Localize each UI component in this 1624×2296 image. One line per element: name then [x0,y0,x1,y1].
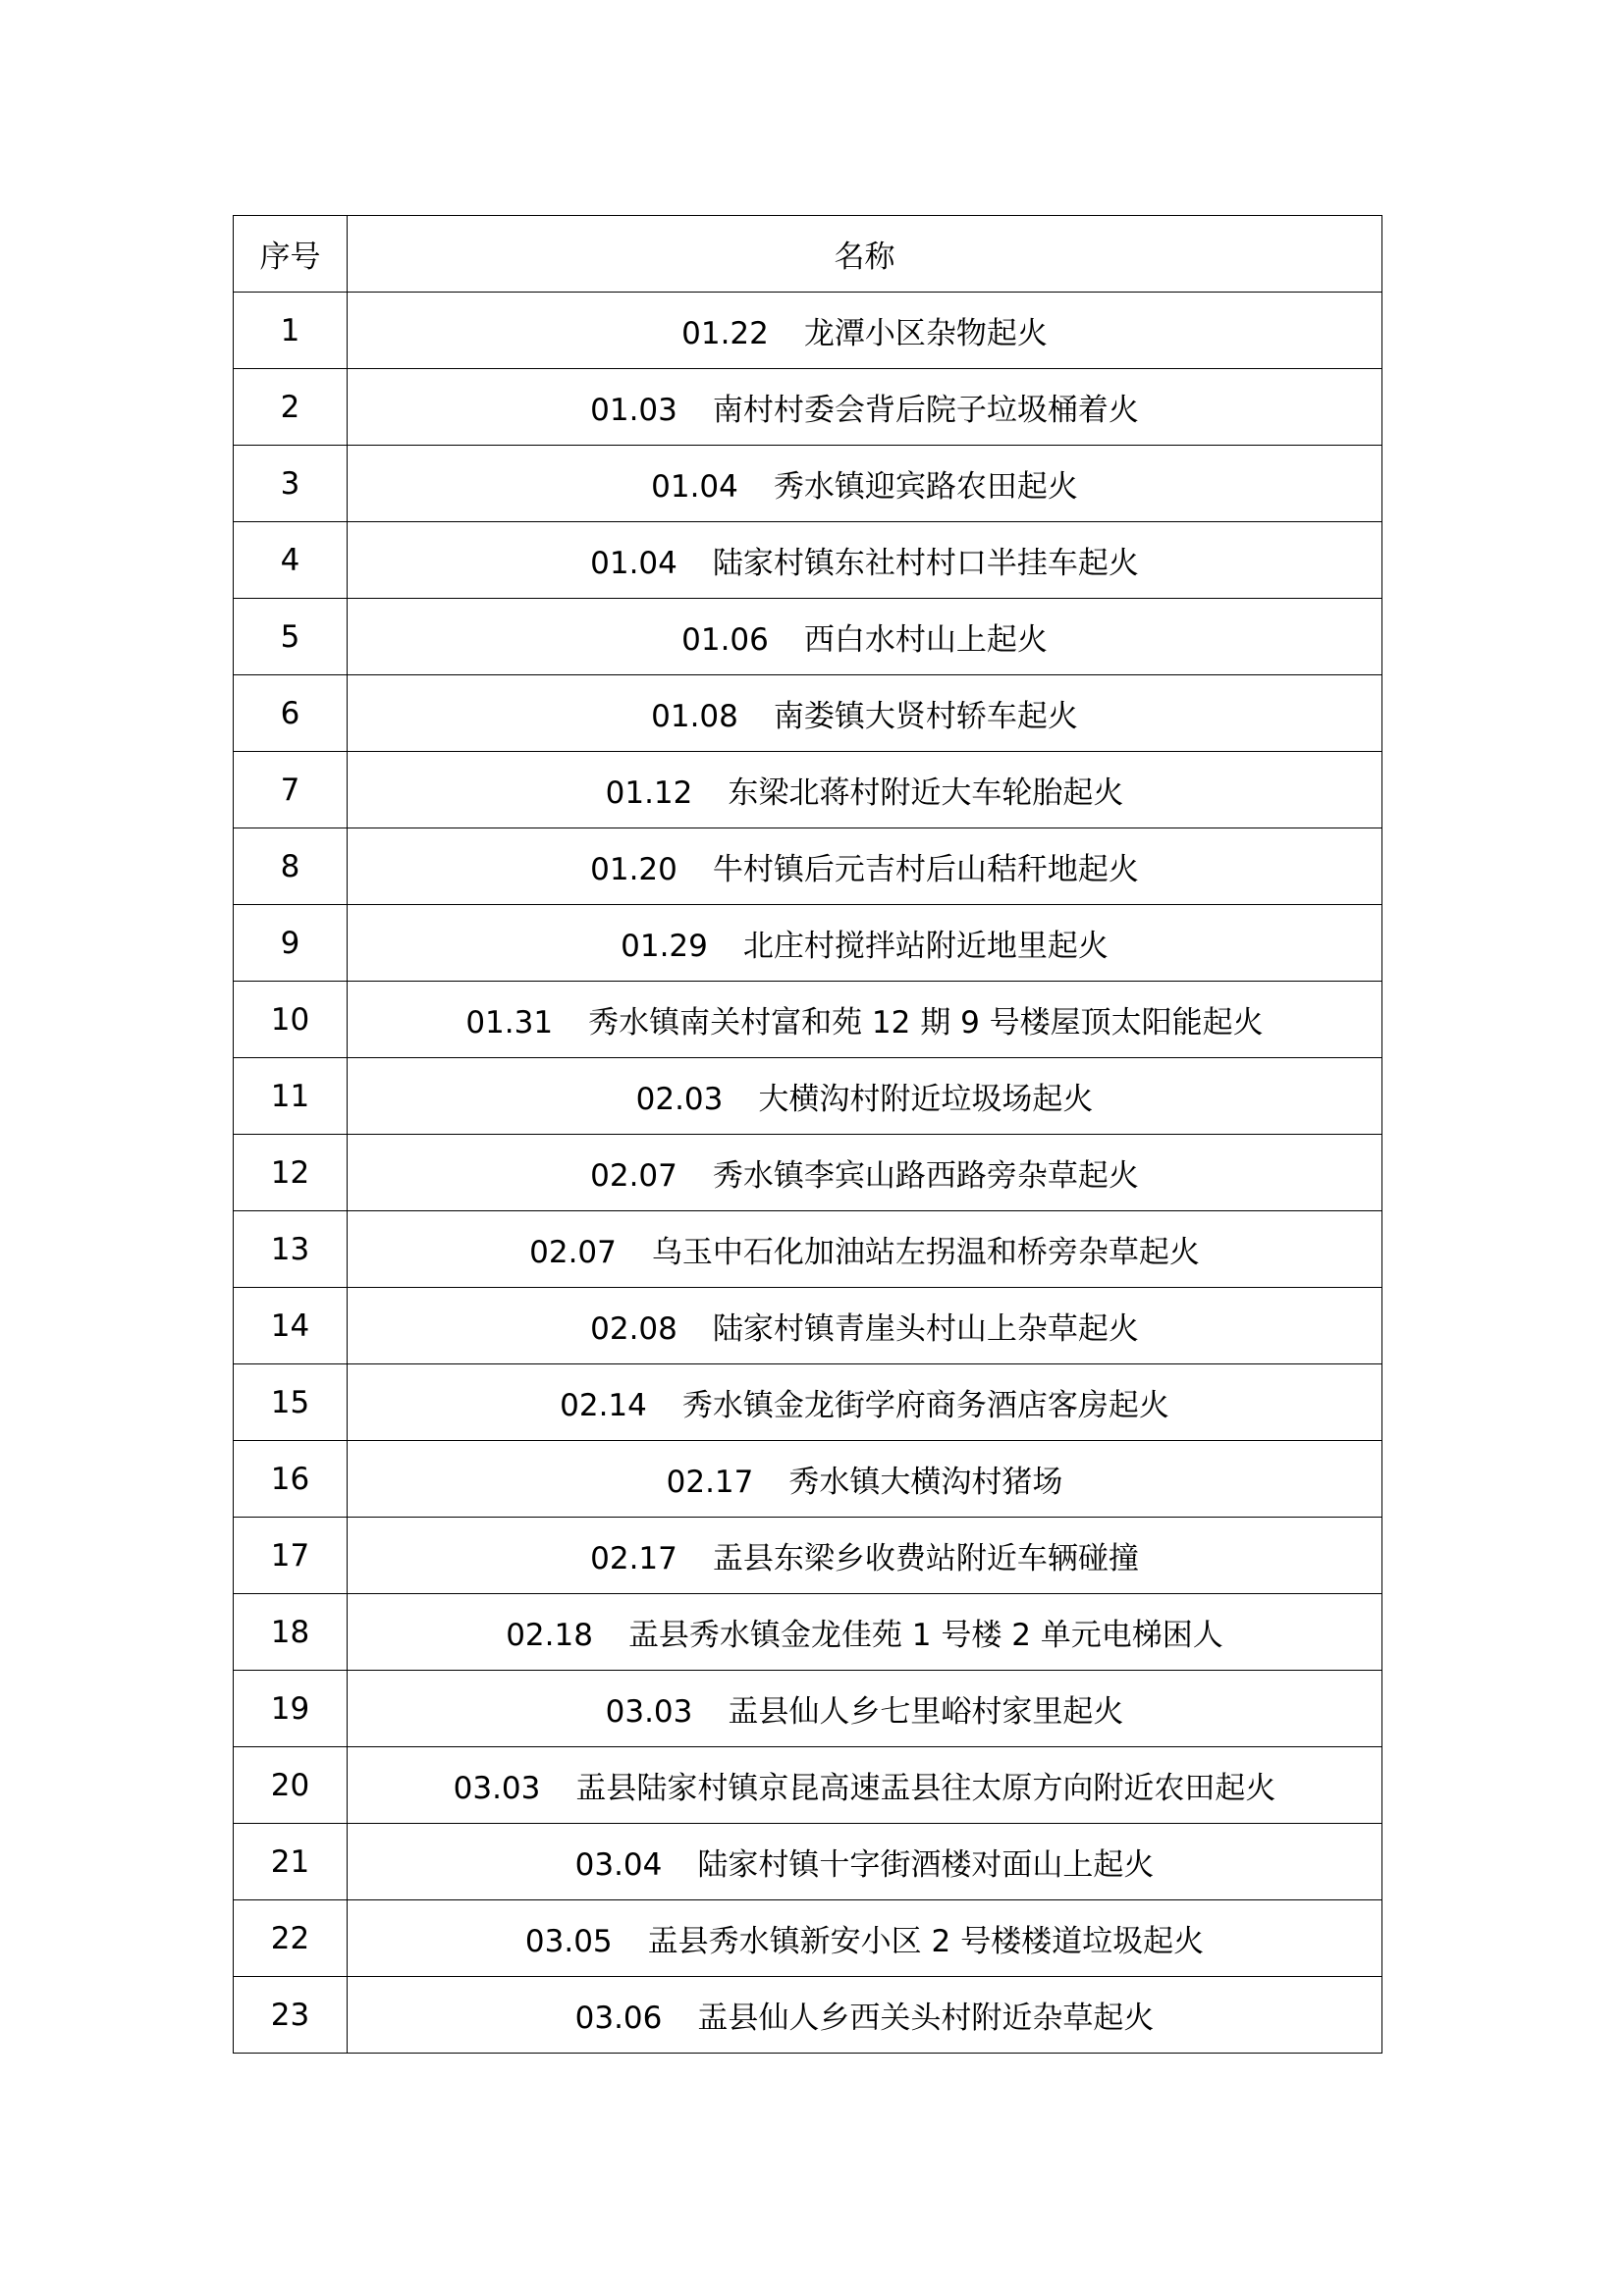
table-row [234,1364,1382,1441]
row-name [348,982,1382,1058]
table-row [234,1518,1382,1594]
row-name [348,1441,1382,1518]
row-date: 02.17 [590,1541,677,1576]
row-name [348,522,1382,599]
row-date: 03.06 [574,2001,663,2036]
table-row [234,1211,1382,1288]
row-name [348,828,1382,905]
row-seq: 10 [234,982,348,1058]
row-name [348,369,1382,446]
table-row [234,1594,1382,1671]
row-description: 秀水镇大横沟村猪场 [788,1465,1063,1500]
row-seq: 9 [234,905,348,982]
row-date: 01.04 [651,469,738,505]
row-name [348,905,1382,982]
row-seq: 15 [234,1364,348,1441]
row-description: 盂县秀水镇新安小区 2 号楼楼道垃圾起火 [647,1924,1205,1959]
row-date: 02.18 [506,1618,593,1653]
row-seq: 18 [234,1594,348,1671]
table-row [234,369,1382,446]
row-seq: 21 [234,1824,348,1900]
row-name [348,1977,1382,2054]
row-seq: 17 [234,1518,348,1594]
row-description: 龙潭小区杂物起火 [803,316,1048,351]
table-row [234,1824,1382,1900]
row-seq: 20 [234,1747,348,1824]
row-date: 01.04 [590,546,677,581]
row-description: 陆家村镇东社村村口半挂车起火 [712,546,1139,581]
row-name [348,599,1382,675]
row-name [348,1747,1382,1824]
table-row [234,752,1382,828]
row-seq: 12 [234,1135,348,1211]
row-description: 盂县东梁乡收费站附近车辆碰撞 [712,1541,1139,1576]
row-name [348,1824,1382,1900]
header-seq: 序号 [234,216,348,293]
table-header-row [234,216,1382,293]
table-row [234,1977,1382,2054]
row-seq: 6 [234,675,348,752]
row-date: 01.29 [621,929,708,964]
row-name [348,1058,1382,1135]
row-seq: 22 [234,1900,348,1977]
table-row [234,982,1382,1058]
table-row [234,1900,1382,1977]
row-description: 南娄镇大贤村轿车起火 [773,699,1078,734]
row-date: 03.04 [574,1847,663,1883]
table-row [234,1288,1382,1364]
table-row [234,446,1382,522]
row-seq: 19 [234,1671,348,1747]
row-description: 西白水村山上起火 [803,622,1048,658]
row-description: 乌玉中石化加油站左拐温和桥旁杂草起火 [651,1235,1200,1270]
row-date: 02.17 [666,1465,754,1500]
row-seq: 8 [234,828,348,905]
row-date: 01.06 [681,622,769,658]
table-row [234,1135,1382,1211]
table-row [234,293,1382,369]
row-name [348,1211,1382,1288]
incident-table [233,215,1382,2054]
row-description: 东梁北蒋村附近大车轮胎起火 [728,775,1124,811]
row-description: 盂县仙人乡七里峪村家里起火 [728,1694,1124,1730]
row-date: 03.05 [524,1924,613,1959]
row-name [348,1518,1382,1594]
row-description: 陆家村镇青崖头村山上杂草起火 [712,1311,1139,1347]
table-row [234,905,1382,982]
row-description: 秀水镇李宾山路西路旁杂草起火 [712,1158,1139,1194]
row-seq: 3 [234,446,348,522]
row-name [348,1135,1382,1211]
row-seq: 5 [234,599,348,675]
row-seq: 2 [234,369,348,446]
row-description: 北庄村搅拌站附近地里起火 [742,929,1109,964]
header-name: 名称 [348,216,1382,293]
row-date: 02.07 [590,1158,677,1194]
row-date: 01.12 [605,775,693,811]
row-seq: 14 [234,1288,348,1364]
table-row [234,828,1382,905]
row-seq: 4 [234,522,348,599]
row-description: 秀水镇迎宾路农田起火 [773,469,1078,505]
table-row [234,1058,1382,1135]
table-body [234,293,1382,2054]
table-row [234,675,1382,752]
row-description: 盂县仙人乡西关头村附近杂草起火 [697,2001,1155,2036]
row-name [348,446,1382,522]
row-seq: 1 [234,293,348,369]
row-name [348,675,1382,752]
row-date: 02.07 [529,1235,617,1270]
row-seq: 13 [234,1211,348,1288]
row-date: 03.03 [605,1694,693,1730]
row-name [348,293,1382,369]
row-description: 陆家村镇十字街酒楼对面山上起火 [697,1847,1155,1883]
row-date: 01.08 [651,699,738,734]
row-seq: 7 [234,752,348,828]
row-date: 02.03 [635,1082,724,1117]
row-name [348,1671,1382,1747]
table-row [234,599,1382,675]
row-date: 01.03 [590,393,677,428]
row-name [348,1900,1382,1977]
table-row [234,1671,1382,1747]
row-description: 南村村委会背后院子垃圾桶着火 [712,393,1139,428]
row-description: 大横沟村附近垃圾场起火 [758,1082,1094,1117]
row-date: 01.31 [465,1005,554,1041]
row-description: 秀水镇南关村富和苑 12 期 9 号楼屋顶太阳能起火 [588,1005,1264,1041]
row-name [348,1364,1382,1441]
row-description: 盂县陆家村镇京昆高速盂县往太原方向附近农田起火 [575,1771,1276,1806]
row-description: 秀水镇金龙街学府商务酒店客房起火 [681,1388,1169,1423]
row-name [348,1594,1382,1671]
row-seq: 11 [234,1058,348,1135]
row-date: 01.20 [590,852,677,887]
row-seq: 23 [234,1977,348,2054]
table-row [234,522,1382,599]
row-name [348,1288,1382,1364]
row-seq: 16 [234,1441,348,1518]
table-row [234,1441,1382,1518]
row-name [348,752,1382,828]
row-date: 03.03 [453,1771,541,1806]
row-description: 盂县秀水镇金龙佳苑 1 号楼 2 单元电梯困人 [627,1618,1223,1653]
row-date: 01.22 [681,316,769,351]
row-date: 02.14 [560,1388,647,1423]
table-row [234,1747,1382,1824]
row-description: 牛村镇后元吉村后山秸秆地起火 [712,852,1139,887]
row-date: 02.08 [590,1311,677,1347]
